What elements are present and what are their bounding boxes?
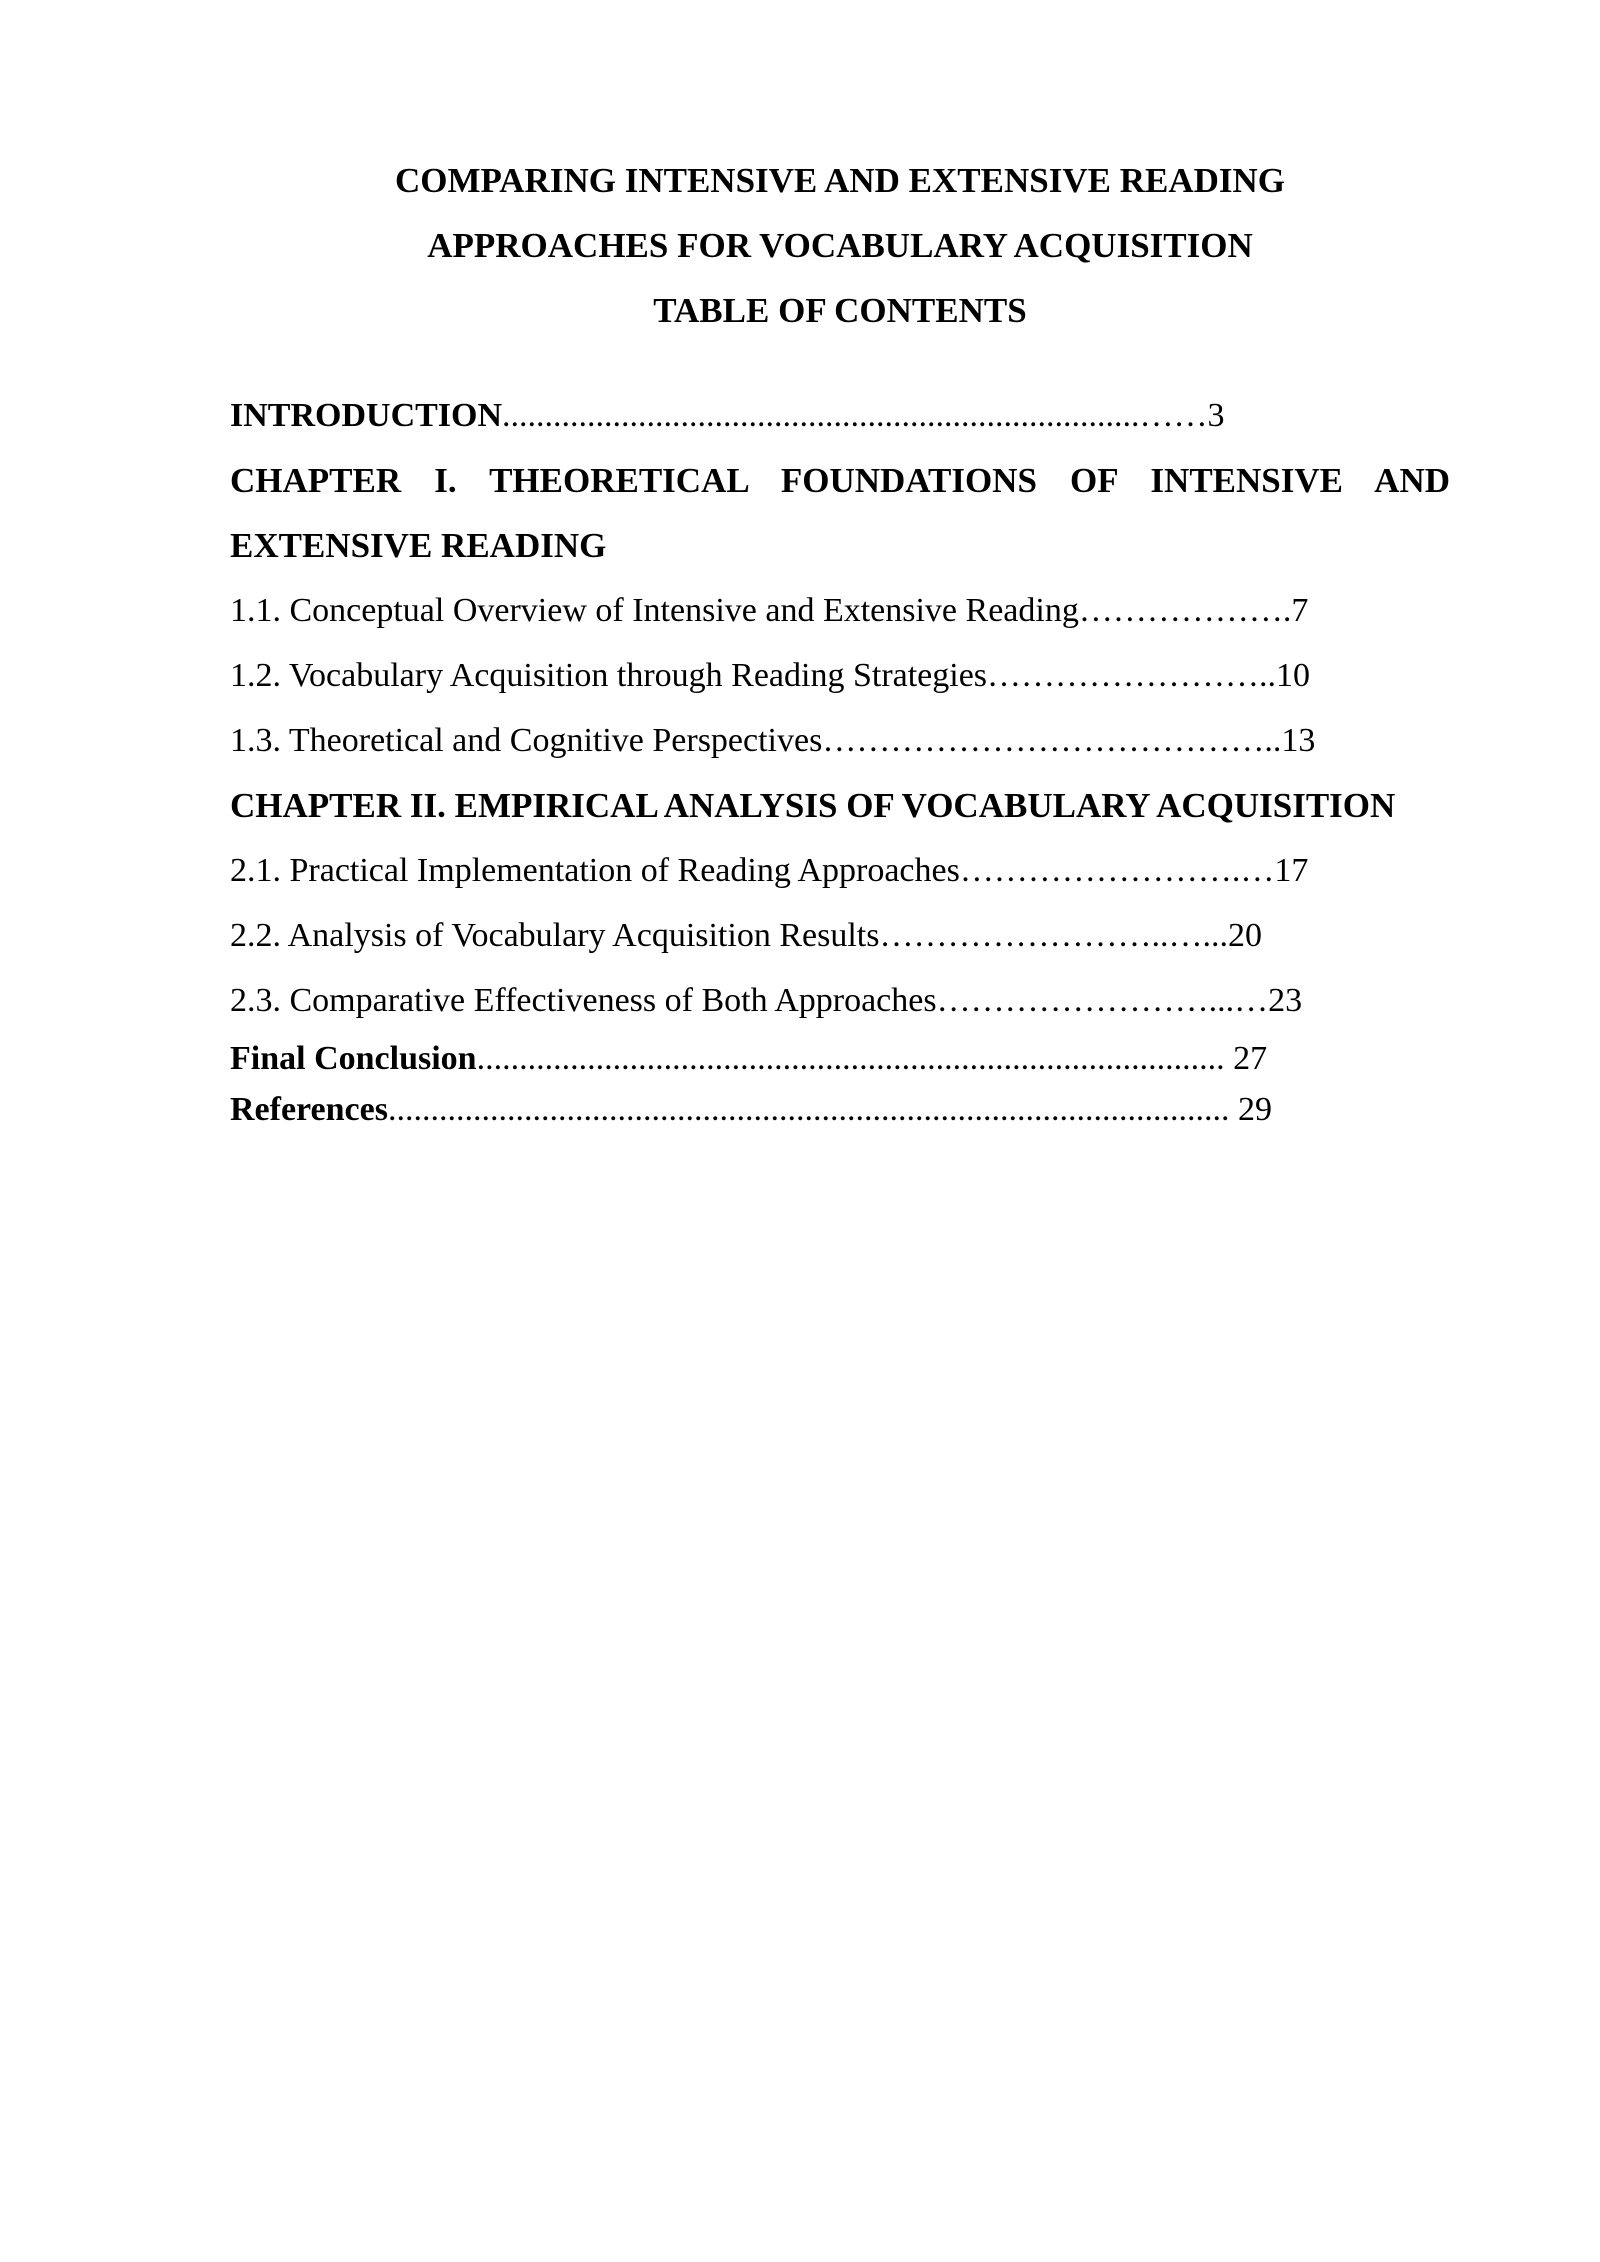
toc-dot-leader: ...........................................................................…… (502, 397, 1208, 434)
toc-dot-leader: …………………….. (987, 657, 1277, 694)
toc-entry-2-2 (230, 903, 1450, 968)
toc-entry-label: 1.2. Vocabulary Acquisition through Reading Strategies (230, 657, 988, 694)
toc-dot-leader: ................................................................................................... (387, 1091, 1230, 1128)
toc-dot-leader: …………………….… (959, 852, 1275, 889)
toc-page-number: 23 (1268, 982, 1303, 1019)
toc-entry-label: 1.3. Theoretical and Cognitive Perspectives (230, 722, 823, 759)
document-title-line-1: COMPARING INTENSIVE AND EXTENSIVE READING (394, 161, 1286, 200)
toc-page-number: 17 (1274, 852, 1309, 889)
toc-entry-2-1 (230, 838, 1450, 903)
toc-entry-1-3 (230, 708, 1450, 773)
title-block (0, 148, 1600, 343)
toc-entry-introduction (230, 383, 1450, 448)
toc-page-number: 13 (1281, 722, 1316, 759)
toc-dot-leader: ........................................................................................ (476, 1040, 1225, 1077)
toc-entry-label: 2.3. Comparative Effectiveness of Both Approaches (230, 982, 937, 1019)
table-of-contents (230, 383, 1450, 1135)
toc-entry-label: References (230, 1091, 388, 1128)
toc-page-number: 7 (1291, 592, 1309, 629)
toc-heading: TABLE OF CONTENTS (653, 291, 1027, 330)
toc-entry-label: 1.1. Conceptual Overview of Intensive and Extensive Reading (230, 592, 1079, 629)
toc-dot-leader: ……………………..…... (879, 917, 1228, 954)
toc-dot-leader: ……………………...… (936, 982, 1269, 1019)
toc-entry-references (230, 1084, 1450, 1135)
toc-page-number: 27 (1224, 1040, 1268, 1077)
toc-entry-label: 2.2. Analysis of Vocabulary Acquisition Results (230, 917, 880, 954)
toc-chapter-1-heading: CHAPTER I. THEORETICAL FOUNDATIONS OF INTENSIVE AND EXTENSIVE READING (230, 461, 1450, 565)
toc-entry-label: 2.1. Practical Implementation of Reading Approaches (230, 852, 960, 889)
toc-entry-1-1 (230, 578, 1450, 643)
toc-dot-leader: ………………………………….. (822, 722, 1282, 759)
toc-page-number: 10 (1276, 657, 1311, 694)
toc-page-number: 20 (1227, 917, 1262, 954)
toc-entry-final-conclusion (230, 1033, 1450, 1084)
toc-chapter-2-heading: CHAPTER II. EMPIRICAL ANALYSIS OF VOCABULARY ACQUISITION (230, 786, 1396, 825)
toc-page-number: 3 (1207, 397, 1225, 434)
toc-entry-label: INTRODUCTION (230, 397, 503, 434)
toc-entry-1-2 (230, 643, 1450, 708)
toc-dot-leader: ………………. (1078, 592, 1292, 629)
toc-page-number: 29 (1229, 1091, 1272, 1128)
toc-entry-2-3 (230, 968, 1450, 1033)
toc-entry-label: Final Conclusion (230, 1040, 477, 1077)
document-title-line-2: APPROACHES FOR VOCABULARY ACQUISITION (427, 226, 1253, 265)
